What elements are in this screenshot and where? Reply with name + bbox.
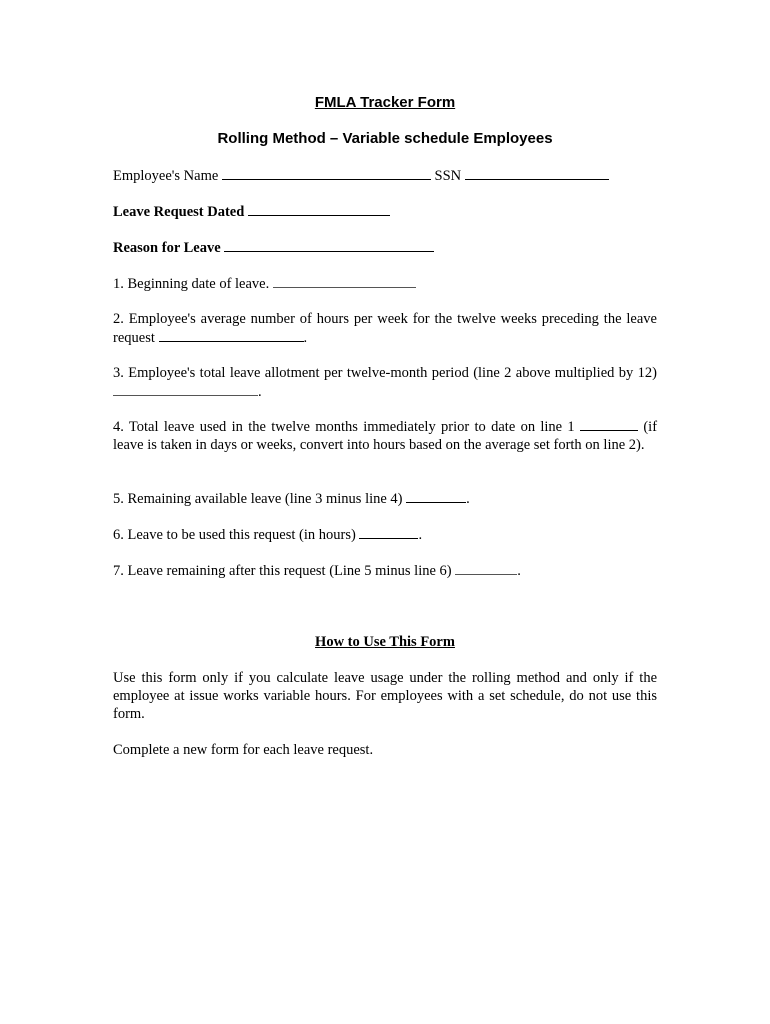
remaining-leave-field[interactable] [406, 489, 466, 503]
item-7-period: . [517, 563, 521, 579]
form-subtitle: Rolling Method – Variable schedule Employees [217, 130, 553, 147]
ssn-field[interactable] [465, 166, 609, 180]
average-hours-field[interactable] [159, 328, 304, 342]
item-1-text: 1. Beginning date of leave. [113, 276, 270, 292]
beginning-date-field[interactable] [273, 274, 416, 288]
item-2-text: 2. Employee's average number of hours per week for the twelve weeks preceding the leave request [113, 311, 657, 346]
leave-allotment-field[interactable] [113, 382, 258, 396]
employee-name-field[interactable] [222, 166, 431, 180]
leave-request-dated-label: Leave Request Dated [113, 204, 245, 220]
how-to-use-heading: How to Use This Form [315, 634, 455, 650]
item-5 [113, 489, 657, 508]
ssn-label: SSN [434, 168, 462, 184]
item-2 [113, 310, 657, 347]
item-3-period: . [258, 384, 262, 400]
reason-for-leave-row [113, 238, 657, 257]
leave-this-request-field[interactable] [359, 525, 418, 539]
reason-for-leave-label: Reason for Leave [113, 240, 221, 256]
form-title: FMLA Tracker Form [314, 94, 456, 111]
item-4-text-before: 4. Total leave used in the twelve months immediately prior to date on line 1 [113, 419, 575, 435]
leave-remaining-field[interactable] [455, 561, 517, 575]
item-4 [113, 417, 657, 454]
item-6-text: 6. Leave to be used this request (in hours) [113, 527, 356, 543]
total-leave-used-field[interactable] [580, 417, 638, 431]
item-6-period: . [418, 527, 423, 543]
item-2-period: . [303, 330, 308, 346]
item-4-text-after: (if leave is taken in days or weeks, convert into hours based on the average set forth on line 2). [113, 419, 658, 453]
leave-request-dated-field[interactable] [248, 202, 390, 216]
instructions-paragraph-1: Use this form only if you calculate leave usage under the rolling method and only if the employee at issue works variable hours. For employees with a set schedule, do not use this form. [113, 670, 657, 722]
item-1 [113, 274, 657, 293]
instructions-paragraph-2: Complete a new form for each leave request. [113, 742, 374, 758]
item-5-period: . [466, 491, 470, 507]
item-7 [113, 561, 657, 580]
item-6 [113, 525, 657, 544]
employee-name-row [113, 166, 657, 185]
item-3 [113, 364, 657, 401]
item-7-text: 7. Leave remaining after this request (Line 5 minus line 6) [113, 563, 452, 579]
leave-request-dated-row [113, 202, 657, 221]
reason-for-leave-field[interactable] [224, 238, 434, 252]
item-3-text: 3. Employee's total leave allotment per twelve-month period (line 2 above multiplied by 12) [113, 365, 657, 381]
employee-name-label: Employee's Name [113, 168, 219, 184]
item-5-text: 5. Remaining available leave (line 3 minus line 4) [113, 491, 403, 507]
